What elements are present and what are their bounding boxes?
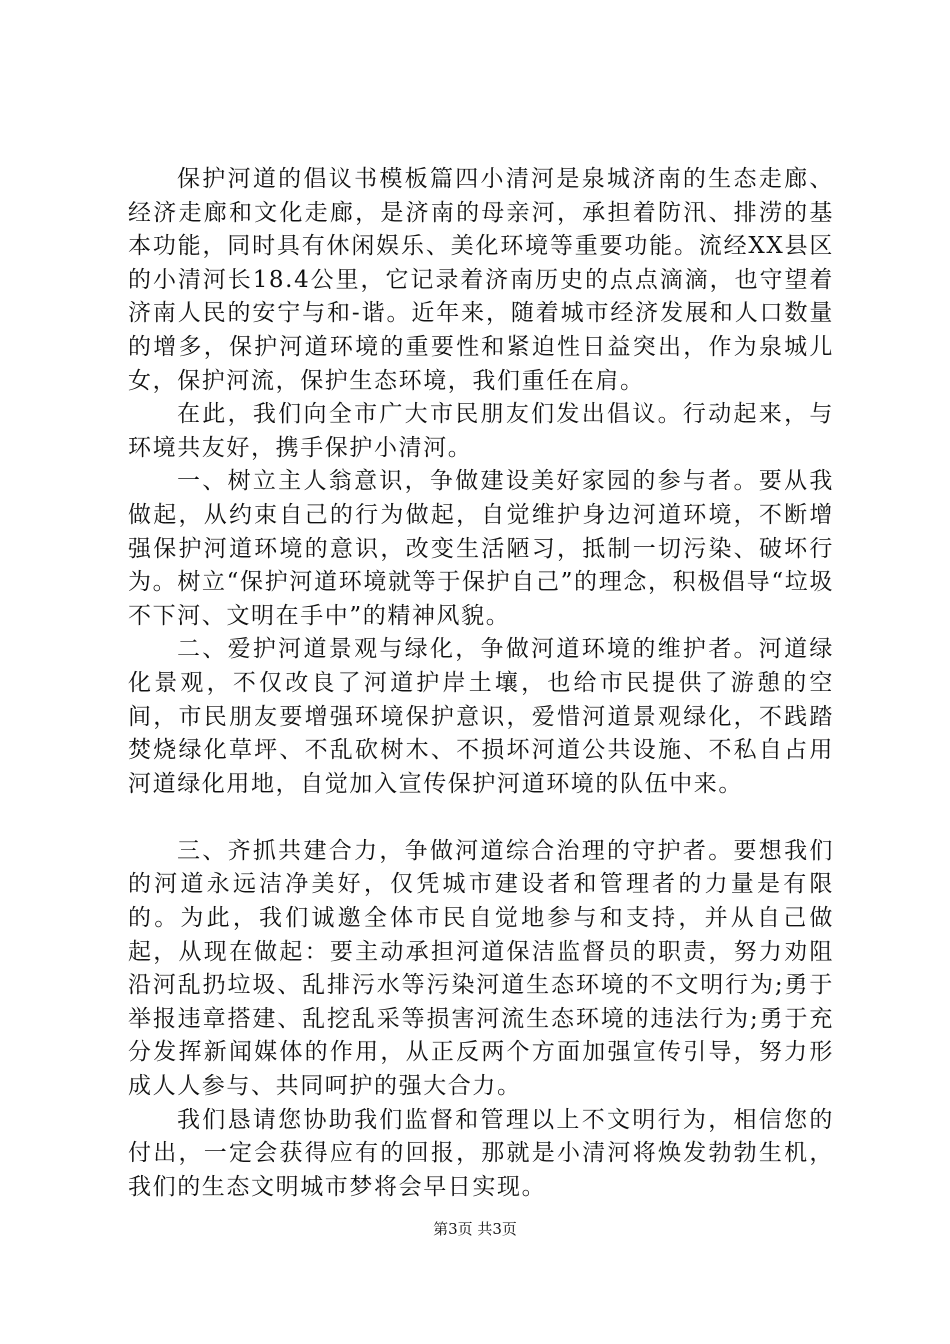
paragraph-point-two: 二、爱护河道景观与绿化，争做河道环境的维护者。河道绿化景观，不仅改良了河道护岸土壤，也给市民提供了游憩的空间，市民朋友要增强环境保护意识，爱惜河道景观绿化，不践踏焚烧绿化草坪、不乱砍树木、不损坏河道公共设施、不私自占用河道绿化用地，自觉加入宣传保护河道环境的队伍中来。 bbox=[128, 636, 834, 797]
paragraph-gap bbox=[128, 801, 834, 835]
document-body bbox=[128, 163, 834, 1204]
paragraph-intro: 保护河道的倡议书模板篇四小清河是泉城济南的生态走廊、经济走廊和文化走廊，是济南的母亲河，承担着防汛、排涝的基本功能，同时具有休闲娱乐、美化环境等重要功能。流经XX县区的小清河长18.4公里，它记录着济南历史的点点滴滴，也守望着济南人民的安宁与和-谐。近年来，随着城市经济发展和人口数量的增多，保护河道环境的重要性和紧迫性日益突出，作为泉城儿女，保护河流，保护生态环境，我们重任在肩。 bbox=[128, 166, 834, 394]
page-footer: 第3页 共3页 bbox=[433, 1220, 517, 1238]
paragraph-point-three: 三、齐抓共建合力，争做河道综合治理的守护者。要想我们的河道永远洁净美好，仅凭城市建设者和管理者的力量是有限的。为此，我们诚邀全体市民自觉地参与和支持，并从自己做起，从现在做起：要主动承担河道保洁监督员的职责，努力劝阻沿河乱扔垃圾、乱排污水等污染河道生态环境的不文明行为;勇于举报违章搭建、乱挖乱采等损害河流生态环境的违法行为;勇于充分发挥新闻媒体的作用，从正反两个方面加强宣传引导，努力形成人人参与、共同呵护的强大合力。 bbox=[128, 837, 834, 1100]
paragraph-closing: 我们恳请您协助我们监督和管理以上不文明行为，相信您的付出，一定会获得应有的回报，那就是小清河将焕发勃勃生机，我们的生态文明城市梦将会早日实现。 bbox=[128, 1106, 834, 1200]
paragraph-point-one: 一、树立主人翁意识，争做建设美好家园的参与者。要从我做起，从约束自己的行为做起，自觉维护身边河道环境，不断增强保护河道环境的意识，改变生活陋习，抵制一切污染、破坏行为。树立“保护河道环境就等于保护自己”的理念，积极倡导“垃圾不下河、文明在手中”的精神风貌。 bbox=[128, 468, 834, 629]
paragraph-appeal: 在此，我们向全市广大市民朋友们发出倡议。行动起来，与环境共友好，携手保护小清河。 bbox=[128, 401, 834, 461]
